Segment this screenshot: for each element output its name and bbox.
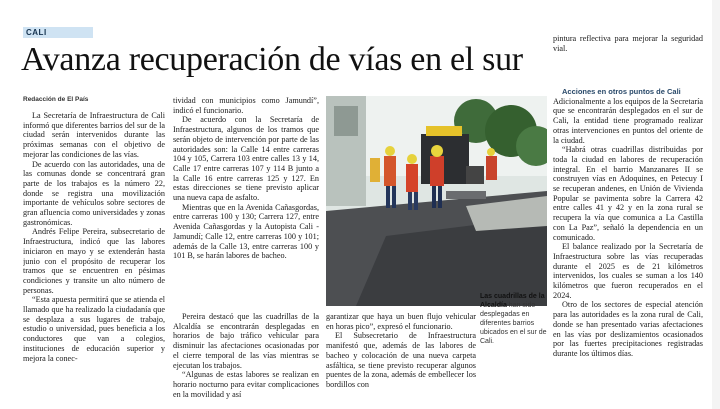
paragraph: El Subsecretario de Infraestructura manifestó que, además de las labores de bacheo y colocación de una nueva carpeta asfáltica, se tiene previsto recuperar algunos puentes de la zona, además de embellecer los bordillos con	[326, 331, 476, 389]
article-column-5	[553, 87, 703, 405]
caption-text: han sido desplegadas en diferentes barrios ubicados en el sur de Cali.	[480, 302, 547, 345]
paragraph: Andrés Felipe Pereira, subsecretario de Infraestructura, indicó que las labores iniciaron en mayo y se extenderán hasta junio con el propósito de recuperar los tramos que se encuentren en pésimas condiciones y transite un alto número de personas.	[23, 227, 165, 295]
paragraph: pintura reflectiva para mejorar la seguridad vial.	[553, 34, 703, 53]
byline: Redacción de El País	[23, 96, 89, 103]
paragraph: tividad con municipios como Jamundí”, indicó el funcionario.	[173, 96, 319, 115]
article-column-2	[173, 96, 319, 296]
page-edge	[712, 0, 720, 409]
article-column-1	[23, 111, 165, 405]
article-column-3	[173, 312, 319, 405]
headline: Avanza recuperación de vías en el sur	[21, 41, 523, 78]
paragraph: garantizar que haya un buen flujo vehicular en horas pico”, expresó el funcionario.	[326, 312, 476, 331]
road-work-illustration	[326, 96, 547, 306]
paragraph: De acuerdo con las autoridades, una de las comunas donde se concentrará gran parte de los trabajos es la número 22, donde se registra una movilización importante de vehículos sobre sectores de gran afluencia como universidades y zonas gastronómicas.	[23, 159, 165, 227]
photo-caption	[480, 292, 548, 372]
paragraph: “Esta apuesta permitirá que se atienda el llamado que ha realizado la ciudadanía que se desplaza a sus lugares de trabajo, estudio o universidad, pues beneficia a los conductores que van a colegios, instituciones de educación superior y mejora la conec-	[23, 295, 165, 363]
section-tag: CALI	[23, 27, 93, 38]
paragraph: Mientras que en la Avenida Cañasgordas, entre carreras 100 y 130; Carrera 127, entre Avenida Cañasgordas y la Autopista Cali - Jamundí; Calle 12, entre carreras 100 y 101; además de la Calle 13, entre carreras 100 y 101 B, se harán labores de bacheo.	[173, 202, 319, 261]
paragraph: El balance realizado por la Secretaría de Infraestructura sobre las vías recuperadas durante el 2025 es de 21 kilómetros intervenidos, los cuales se suman a los 140 kilómetros que fueron recuperados en el 2024.	[553, 242, 703, 300]
paragraph: De acuerdo con la Secretaría de Infraestructura, algunos de los tramos que serán objeto de intervención por parte de las autoridades son: la Calle 14 entre carreras 104 y 105, Carrera 103 entre calles 13 y 14, Calle 17 entre carreras 107 y 114 B junto a la Calle 16 entre carreras 125 y 127. En estas direcciones se tiene previsto aplicar una nueva capa de asfalto.	[173, 115, 319, 203]
paragraph: “Algunas de estas labores se realizan en horario nocturno para evitar complicaciones en la movilidad y así	[173, 370, 319, 399]
caption-lead: Las cuadrillas de la Alcaldía	[480, 293, 545, 309]
paragraph: La Secretaría de Infraestructura de Cali informó que diferentes barrios del sur de la ciudad serán intervenidos durante las próximas semanas con el objetivo de mejorar las condiciones de las vías.	[23, 111, 165, 159]
road-work-photo	[326, 96, 547, 306]
paragraph: Adicionalmente a los equipos de la Secretaría que se encontrarán desplegados en el sur de Cali, la entidad tiene programado realizar otras intervenciones en puntos del oriente de la ciudad.	[553, 96, 703, 145]
article-column-5-top	[553, 34, 703, 68]
subheading: Acciones en otros puntos de Cali	[562, 87, 681, 96]
paragraph: “Habrá otras cuadrillas distribuidas por toda la ciudad en labores de recuperación integral. En el barrio Manzanares II se construyen vías en Adoquines, en Petecuy I se recuperan andenes, en Unión de Vivienda Popular se pavimenta sobre la Carrera 42 entre calles 41 y 42 y en la zona rural se recupera la vía que comunica a La Castilla con La Paz”, señaló la dependencia en un comunicado.	[553, 145, 703, 242]
paragraph: Otro de los sectores de especial atención para las autoridades es la zona rural de Cali, donde se han presentado varias afectaciones en las vías por deslizamientos ocasionados por las fuertes precipitaciones registradas durante los últimos días.	[553, 300, 703, 358]
paragraph: Pereira destacó que las cuadrillas de la Alcaldía se encontrarán desplegadas en horarios de bajo tráfico vehicular para disminuir las afectaciones ocasionadas por el cierre temporal de las vías mientras se ejecutan los trabajos.	[173, 312, 319, 370]
article-column-4	[326, 312, 476, 405]
